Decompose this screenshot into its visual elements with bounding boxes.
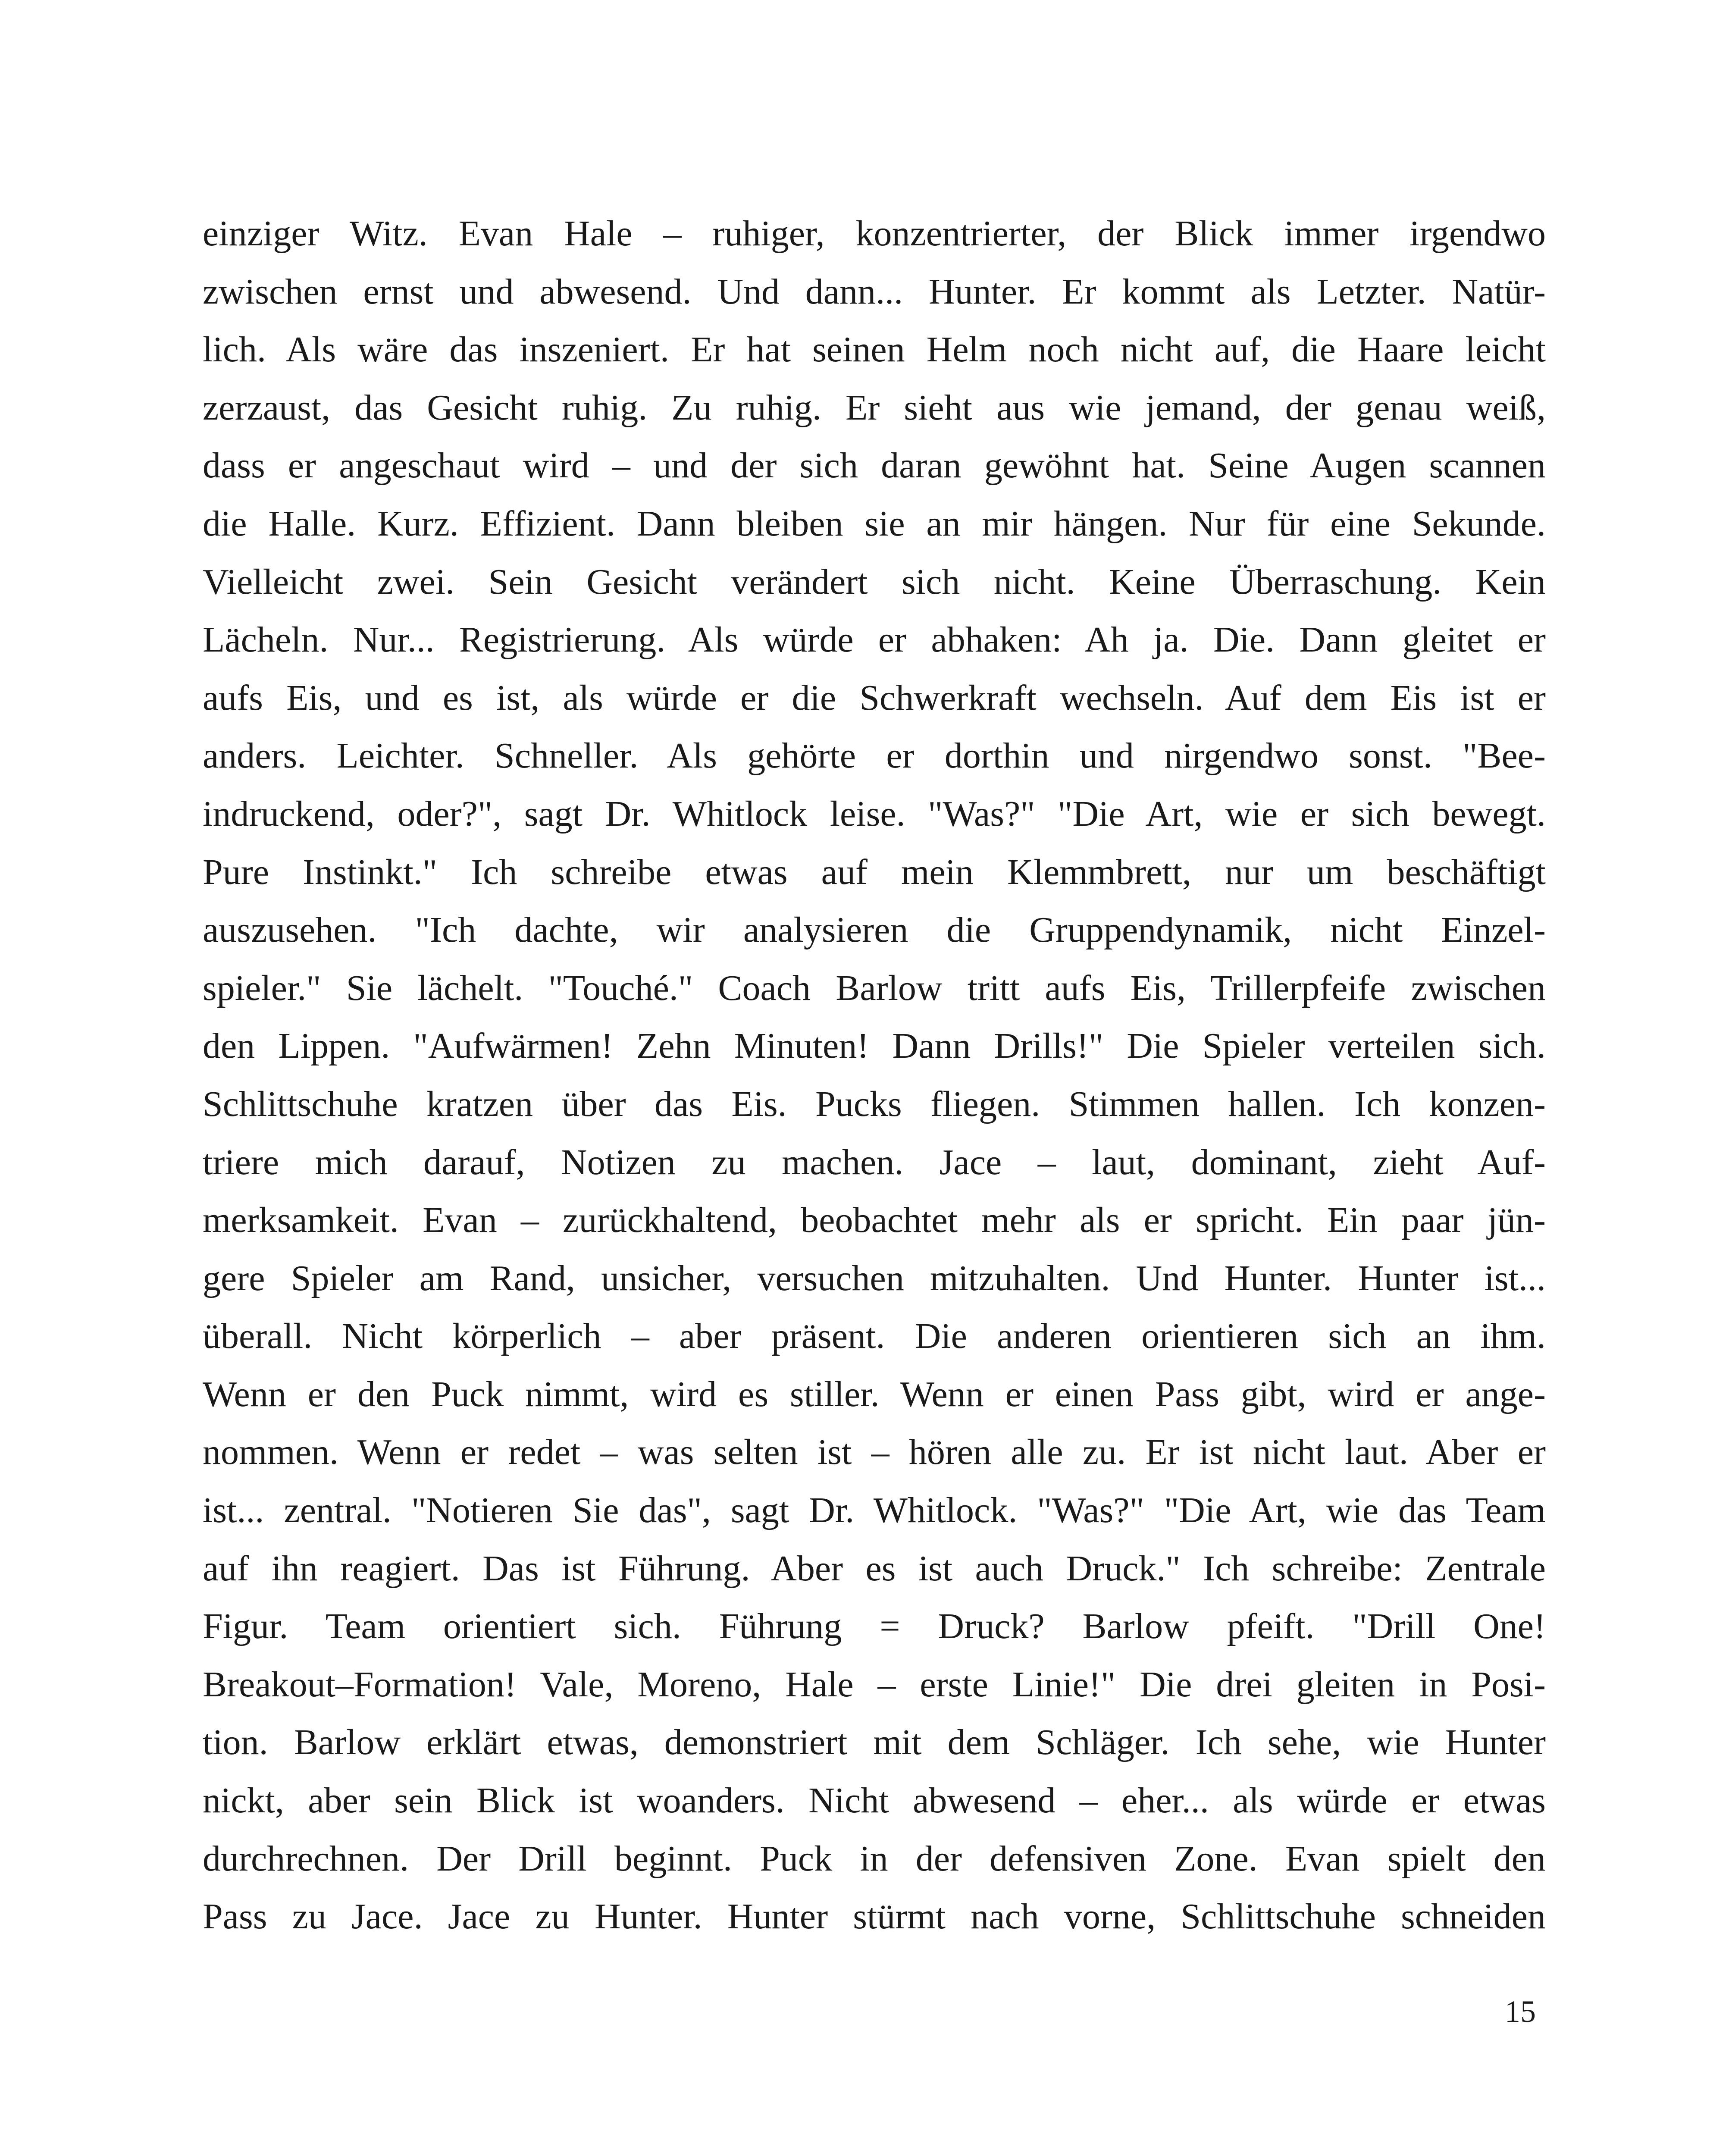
text-line: den Lippen. "Aufwärmen! Zehn Minuten! Dann Drills!" Die Spieler verteilen sich. bbox=[203, 1026, 1546, 1066]
text-line: zerzaust, das Gesicht ruhig. Zu ruhig. Er sieht aus wie jemand, der genau weiß, bbox=[203, 387, 1546, 428]
text-line: Pass zu Jace. Jace zu Hunter. Hunter stürmt nach vorne, Schlittschuhe schneiden bbox=[203, 1896, 1546, 1937]
text-line: zwischen ernst und abwesend. Und dann... Hunter. Er kommt als Letzter. Natür- bbox=[203, 271, 1546, 312]
text-line: Figur. Team orientiert sich. Führung = Druck? Barlow pfeift. "Drill One! bbox=[203, 1606, 1546, 1647]
page-number: 15 bbox=[1505, 1994, 1536, 2029]
text-line: merksamkeit. Evan – zurückhaltend, beobachtet mehr als er spricht. Ein paar jün- bbox=[203, 1200, 1546, 1241]
text-line: dass er angeschaut wird – und der sich daran gewöhnt hat. Seine Augen scannen bbox=[203, 445, 1546, 486]
text-line: nickt, aber sein Blick ist woanders. Nicht abwesend – eher... als würde er etwas bbox=[203, 1780, 1546, 1821]
text-line: ist... zentral. "Notieren Sie das", sagt Dr. Whitlock. "Was?" "Die Art, wie das Team bbox=[203, 1490, 1546, 1531]
text-line: indruckend, oder?", sagt Dr. Whitlock leise. "Was?" "Die Art, wie er sich bewegt. bbox=[203, 793, 1546, 834]
text-line: Pure Instinkt." Ich schreibe etwas auf mein Klemmbrett, nur um beschäftigt bbox=[203, 852, 1546, 892]
text-line: aufs Eis, und es ist, als würde er die Schwerkraft wechseln. Auf dem Eis ist er bbox=[203, 677, 1546, 718]
text-line: durchrechnen. Der Drill beginnt. Puck in der defensiven Zone. Evan spielt den bbox=[203, 1838, 1546, 1879]
body-text bbox=[203, 205, 1546, 1946]
text-line: Breakout–Formation! Vale, Moreno, Hale – erste Linie!" Die drei gleiten in Posi- bbox=[203, 1664, 1546, 1705]
text-line: einziger Witz. Evan Hale – ruhiger, konzentrierter, der Blick immer irgendwo bbox=[203, 213, 1546, 254]
text-line: tion. Barlow erklärt etwas, demonstriert mit dem Schläger. Ich sehe, wie Hunter bbox=[203, 1722, 1546, 1763]
text-line: spieler." Sie lächelt. "Touché." Coach Barlow tritt aufs Eis, Trillerpfeife zwischen bbox=[203, 968, 1546, 1008]
text-line: triere mich darauf, Notizen zu machen. Jace – laut, dominant, zieht Auf- bbox=[203, 1142, 1546, 1182]
text-line: nommen. Wenn er redet – was selten ist – hören alle zu. Er ist nicht laut. Aber er bbox=[203, 1432, 1546, 1473]
text-line: auszusehen. "Ich dachte, wir analysieren die Gruppendynamik, nicht Einzel- bbox=[203, 910, 1546, 950]
text-line: überall. Nicht körperlich – aber präsent. Die anderen orientieren sich an ihm. bbox=[203, 1316, 1546, 1357]
text-line: Schlittschuhe kratzen über das Eis. Pucks fliegen. Stimmen hallen. Ich konzen- bbox=[203, 1084, 1546, 1124]
text-line: anders. Leichter. Schneller. Als gehörte er dorthin und nirgendwo sonst. "Bee- bbox=[203, 736, 1546, 776]
text-line: lich. Als wäre das inszeniert. Er hat seinen Helm noch nicht auf, die Haare leicht bbox=[203, 329, 1546, 370]
text-line: auf ihn reagiert. Das ist Führung. Aber es ist auch Druck." Ich schreibe: Zentrale bbox=[203, 1548, 1546, 1589]
text-line: gere Spieler am Rand, unsicher, versuchen mitzuhalten. Und Hunter. Hunter ist... bbox=[203, 1258, 1546, 1298]
text-line: die Halle. Kurz. Effizient. Dann bleiben sie an mir hängen. Nur für eine Sekunde. bbox=[203, 503, 1546, 544]
text-line: Wenn er den Puck nimmt, wird es stiller. Wenn er einen Pass gibt, wird er ange- bbox=[203, 1374, 1546, 1414]
text-line: Lächeln. Nur... Registrierung. Als würde er abhaken: Ah ja. Die. Dann gleitet er bbox=[203, 620, 1546, 660]
text-line: Vielleicht zwei. Sein Gesicht verändert sich nicht. Keine Überraschung. Kein bbox=[203, 561, 1546, 602]
